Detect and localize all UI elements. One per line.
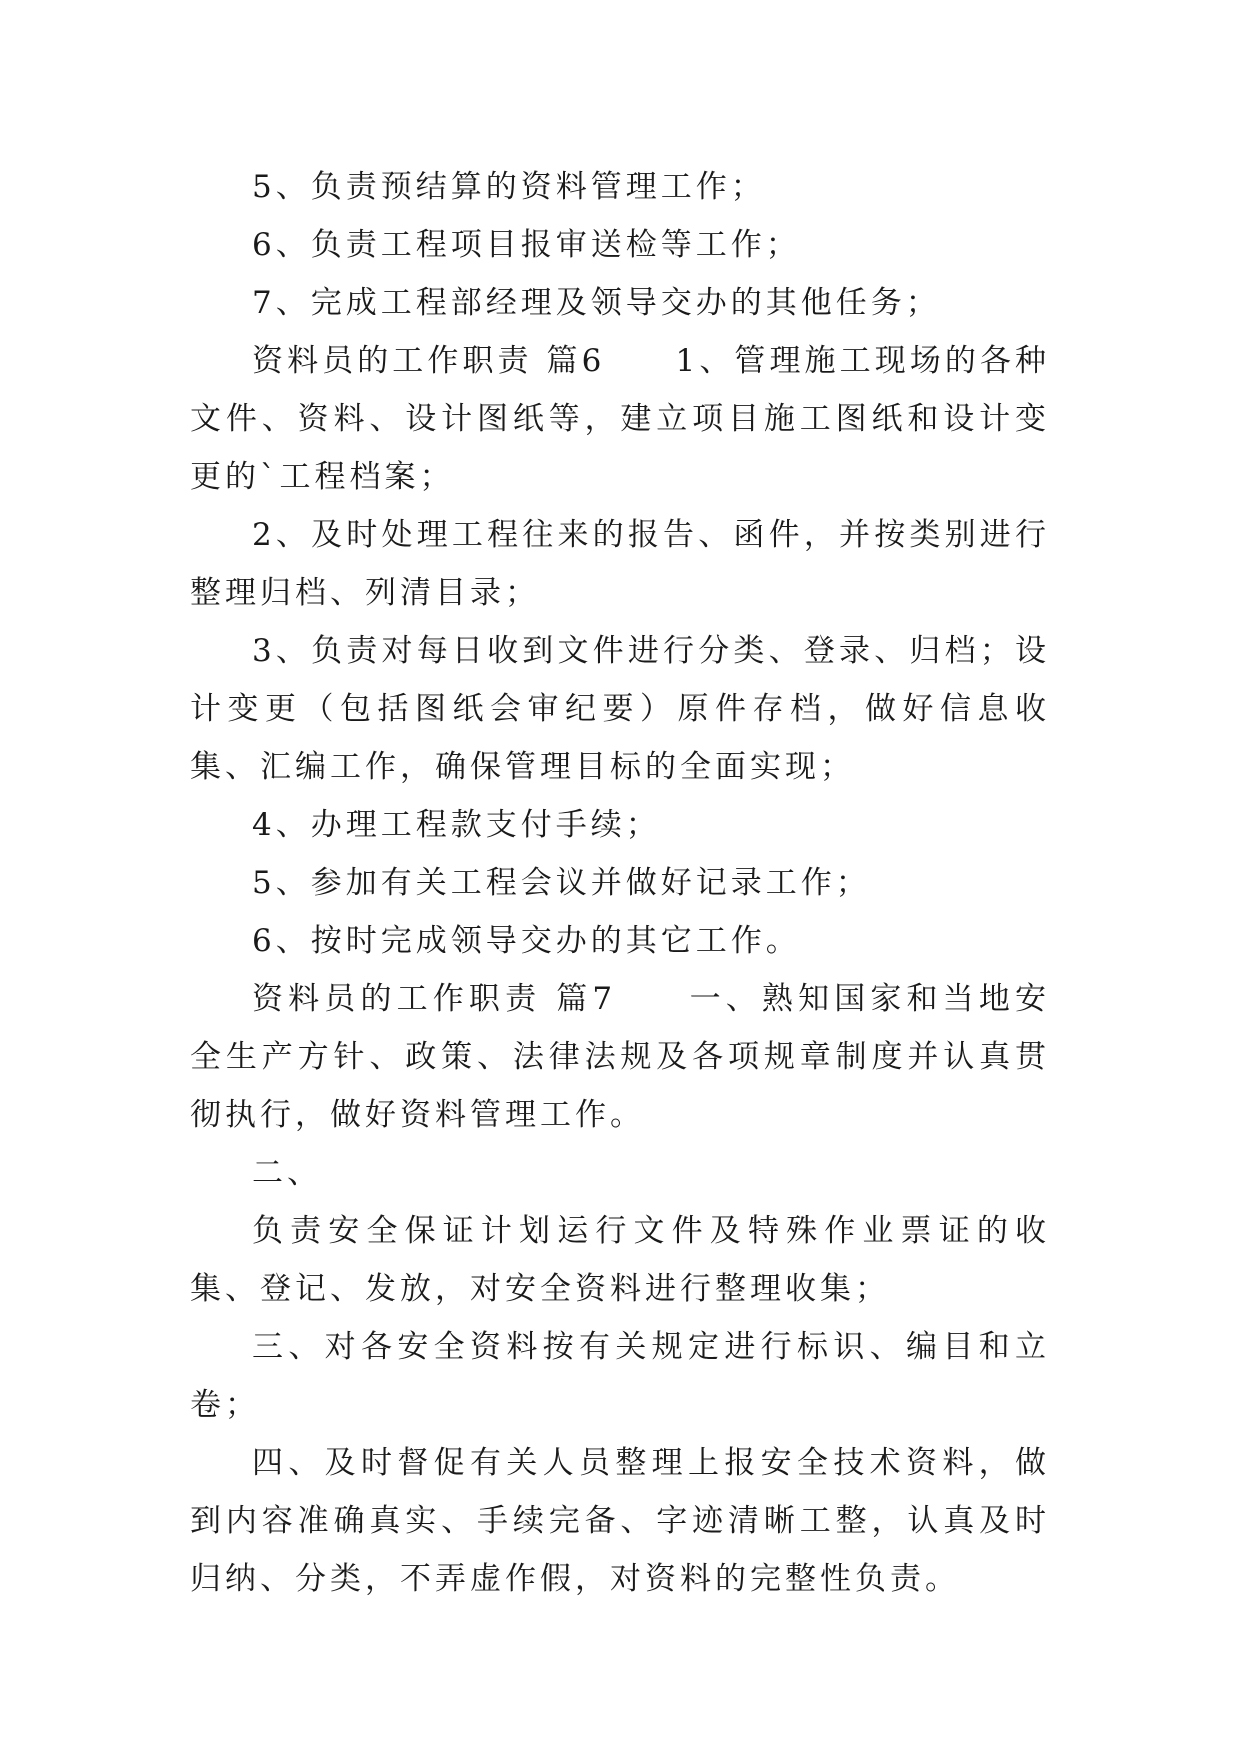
section-heading-paragraph: 资料员的工作职责 篇6 1、管理施工现场的各种文件、资料、设计图纸等，建立项目施工图纸和设计变更的`工程档案；: [190, 343, 1050, 495]
document-body: [190, 158, 1050, 1608]
paragraph: 4、办理工程款支付手续；: [252, 807, 661, 843]
paragraph: 6、负责工程项目报审送检等工作；: [252, 227, 801, 263]
paragraph: 5、参加有关工程会议并做好记录工作；: [252, 865, 871, 901]
paragraph: 三、对各安全资料按有关规定进行标识、编目和立卷；: [190, 1329, 1050, 1423]
paragraph: 2、及时处理工程往来的报告、函件，并按类别进行整理归档、列清目录；: [190, 517, 1050, 611]
paragraph: 7、完成工程部经理及领导交办的其他任务；: [252, 285, 941, 321]
paragraph: 负责安全保证计划运行文件及特殊作业票证的收集、登记、发放，对安全资料进行整理收集；: [190, 1213, 1050, 1307]
paragraph: 3、负责对每日收到文件进行分类、登录、归档；设计变更（包括图纸会审纪要）原件存档，做好信息收集、汇编工作，确保管理目标的全面实现；: [190, 633, 1050, 785]
paragraph: 5、负责预结算的资料管理工作；: [252, 169, 766, 205]
section-heading-paragraph: 资料员的工作职责 篇7 一、熟知国家和当地安全生产方针、政策、法律法规及各项规章制度并认真贯彻执行，做好资料管理工作。: [190, 981, 1050, 1133]
paragraph: 二、: [252, 1155, 322, 1191]
paragraph: 四、及时督促有关人员整理上报安全技术资料，做到内容准确真实、手续完备、字迹清晰工整，认真及时归纳、分类，不弄虚作假，对资料的完整性负责。: [190, 1445, 1050, 1597]
paragraph: 6、按时完成领导交办的其它工作。: [252, 923, 801, 959]
